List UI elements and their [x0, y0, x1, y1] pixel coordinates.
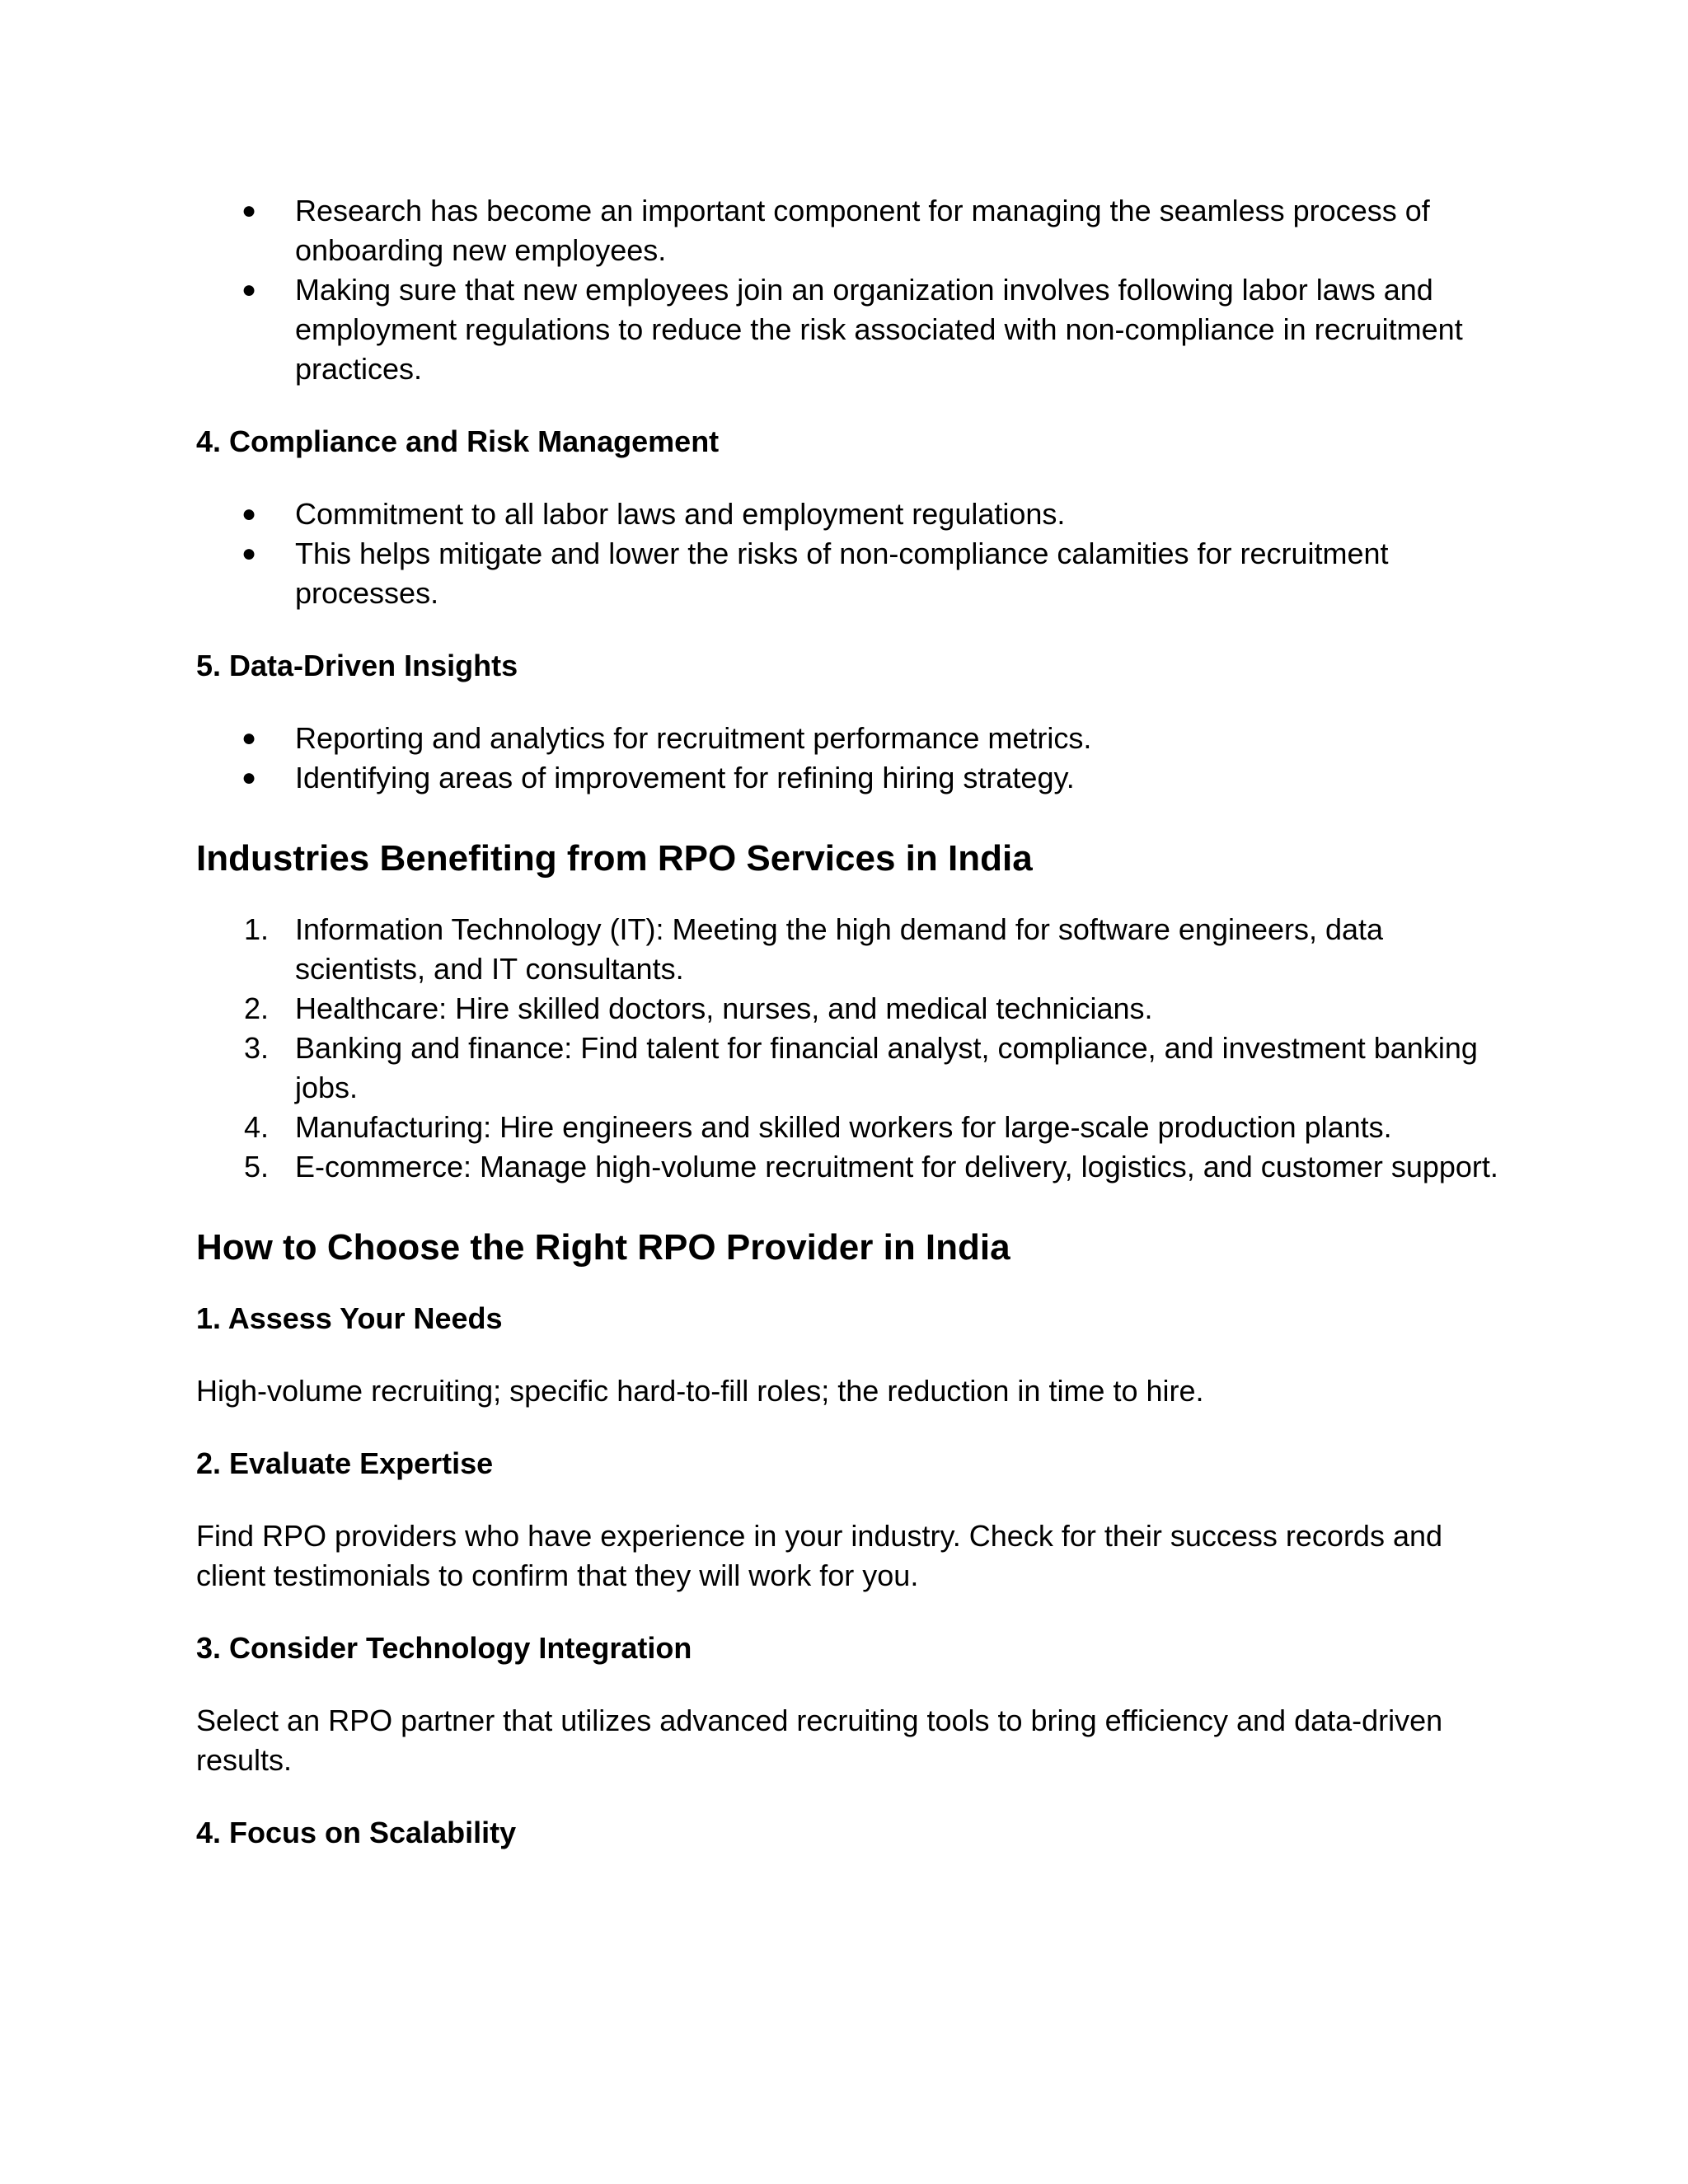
list-item: [196, 1147, 1498, 1187]
expertise-text: Find RPO providers who have experience in your industry. Check for their success records and client testimonials to confirm that they will work for you.: [196, 1519, 1443, 1592]
scalability-heading: 4. Focus on Scalability: [196, 1816, 517, 1849]
bullet-text: Research has become an important component for managing the seamless process of onboarding new employees.: [295, 194, 1430, 267]
bullet-text: Making sure that new employees join an organization involves following labor laws and employment regulations to reduce the risk associated with non-compliance in recruitment practices.: [295, 273, 1463, 386]
bullet-icon: ●: [241, 540, 257, 567]
list-item: [196, 534, 1498, 613]
list-item-text: Healthcare: Hire skilled doctors, nurses, and medical technicians.: [295, 991, 1153, 1025]
technology-text: Select an RPO partner that utilizes advanced recruiting tools to bring efficiency and data-driven results.: [196, 1704, 1443, 1777]
technology-heading: 3. Consider Technology Integration: [196, 1631, 692, 1665]
list-item: [196, 1029, 1498, 1108]
intro-bullet-list: [196, 191, 1482, 389]
document-page: [196, 191, 1498, 1853]
choose-heading: How to Choose the Right RPO Provider in India: [196, 1227, 1010, 1268]
list-item: [196, 494, 1498, 534]
assess-text: High-volume recruiting; specific hard-to-fill roles; the reduction in time to hire.: [196, 1374, 1204, 1408]
list-item: [196, 910, 1498, 989]
list-item-text: E-commerce: Manage high-volume recruitment for delivery, logistics, and customer support.: [295, 1150, 1498, 1183]
assess-heading: 1. Assess Your Needs: [196, 1301, 503, 1335]
list-item: [196, 989, 1498, 1029]
list-number: 2.: [244, 991, 270, 1025]
insights-heading: 5. Data-Driven Insights: [196, 649, 518, 682]
compliance-bullet-list: [196, 494, 1498, 613]
list-item: [196, 758, 1498, 798]
list-item: [196, 191, 1482, 270]
list-number: 4.: [244, 1110, 270, 1144]
industries-heading: Industries Benefiting from RPO Services in India: [196, 838, 1033, 879]
list-item-text: Information Technology (IT): Meeting the high demand for software engineers, data scientists, and IT consultants.: [295, 912, 1384, 986]
insights-bullet-list: [196, 719, 1498, 798]
bullet-icon: ●: [241, 724, 257, 752]
list-number: 5.: [244, 1150, 270, 1183]
bullet-text: Commitment to all labor laws and employment regulations.: [295, 497, 1066, 531]
industries-numbered-list: [196, 910, 1498, 1187]
list-item-text: Manufacturing: Hire engineers and skilled workers for large-scale production plants.: [295, 1110, 1392, 1144]
bullet-icon: ●: [241, 197, 257, 224]
expertise-heading: 2. Evaluate Expertise: [196, 1446, 494, 1480]
bullet-icon: ●: [241, 276, 257, 303]
list-item: [196, 270, 1482, 389]
bullet-icon: ●: [241, 500, 257, 527]
list-number: 1.: [244, 912, 270, 946]
list-item: [196, 1108, 1498, 1147]
bullet-text: Identifying areas of improvement for refining hiring strategy.: [295, 761, 1075, 794]
bullet-text: Reporting and analytics for recruitment performance metrics.: [295, 721, 1092, 755]
compliance-heading: 4. Compliance and Risk Management: [196, 424, 720, 458]
bullet-icon: ●: [241, 764, 257, 791]
bullet-text: This helps mitigate and lower the risks of non-compliance calamities for recruitment processes.: [295, 537, 1389, 610]
list-number: 3.: [244, 1031, 270, 1065]
list-item: [196, 719, 1498, 758]
list-item-text: Banking and finance: Find talent for financial analyst, compliance, and investment banking jobs.: [295, 1031, 1478, 1104]
